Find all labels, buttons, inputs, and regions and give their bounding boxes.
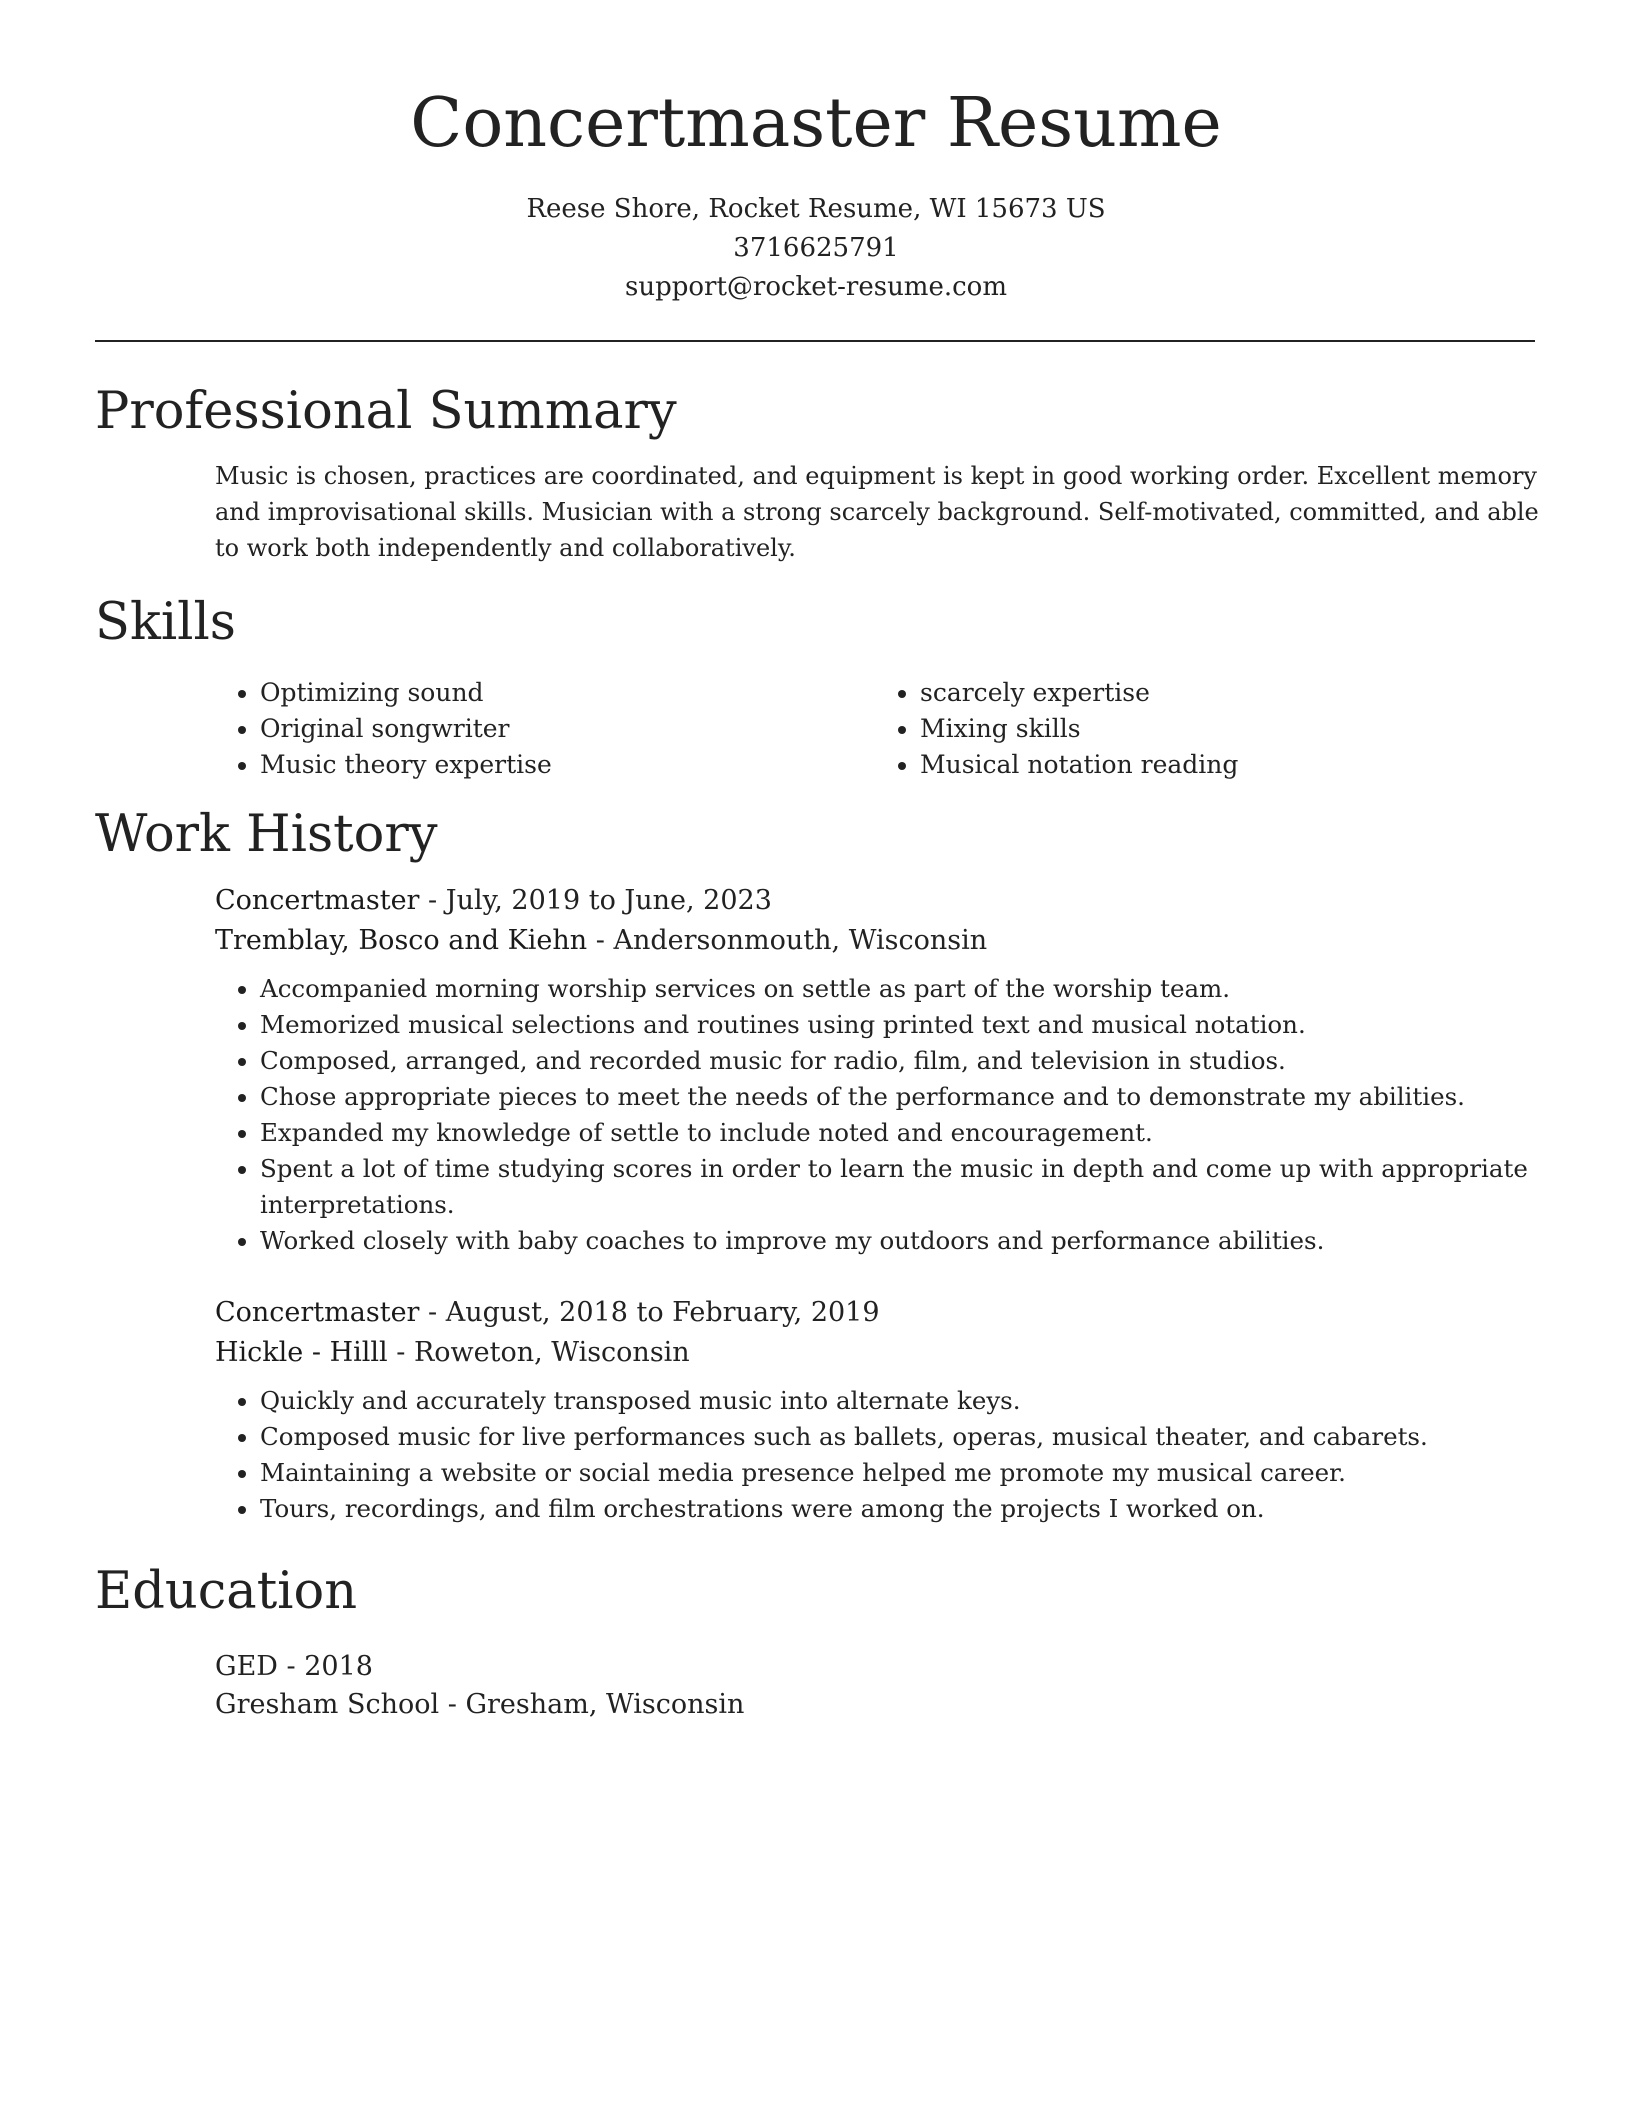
list-item: • Accompanied morning worship services on settle as part of the worship team.: [260, 971, 1540, 1007]
job-entry: [215, 881, 1540, 1259]
list-item: • Chose appropriate pieces to meet the needs of the performance and to demonstrate my abilities.: [260, 1079, 1540, 1115]
contact-info: [0, 190, 1632, 307]
separator: -: [277, 1651, 305, 1682]
skills-heading: Skills: [95, 593, 236, 652]
education-degree: GED: [215, 1651, 278, 1682]
education-degree-line: [215, 1648, 744, 1686]
job-bullets: [215, 1383, 1540, 1527]
separator: -: [419, 885, 446, 916]
skills-list: [215, 675, 1535, 783]
skill-item: • Mixing skills: [920, 711, 1535, 747]
page-title: Concertmaster Resume: [410, 84, 1222, 163]
skill-item: • Original songwriter: [260, 711, 875, 747]
resume-header: [0, 80, 1632, 307]
job-dates: July, 2019 to June, 2023: [445, 885, 772, 916]
job-company-line: [215, 921, 1540, 961]
skill-item: • Optimizing sound: [260, 675, 875, 711]
job-location: Andersonmouth, Wisconsin: [613, 925, 988, 956]
skill-item: • Music theory expertise: [260, 747, 875, 783]
list-item: • Expanded my knowledge of settle to include noted and encouragement.: [260, 1115, 1540, 1151]
skills-column-left: [215, 675, 875, 783]
contact-address: Reese Shore, Rocket Resume, WI 15673 US: [526, 194, 1106, 224]
list-item: • Composed music for live performances such as ballets, operas, musical theater, and cabarets.: [260, 1419, 1540, 1455]
separator: -: [387, 1337, 414, 1368]
list-item: • Quickly and accurately transposed music into alternate keys.: [260, 1383, 1540, 1419]
contact-phone: 3716625791: [733, 233, 899, 263]
work-history-heading: Work History: [95, 805, 438, 864]
list-item: • Spent a lot of time studying scores in order to learn the music in depth and come up with appropriate interpretations.: [260, 1151, 1540, 1223]
job-title-line: [215, 1293, 1540, 1333]
education-year: 2018: [304, 1651, 373, 1682]
education-school-line: [215, 1686, 744, 1724]
list-item: • Memorized musical selections and routines using printed text and musical notation.: [260, 1007, 1540, 1043]
job-bullets: [215, 971, 1540, 1259]
skill-item: • scarcely expertise: [920, 675, 1535, 711]
summary-text: Music is chosen, practices are coordinated, and equipment is kept in good working order. Excellent memory and improvisational skills. Musician with a strong scarcely background. Self-motivated, committed, and able to work both independently and collaboratively.: [215, 462, 1539, 562]
job-company-line: [215, 1333, 1540, 1373]
summary-heading: Professional Summary: [95, 382, 677, 441]
skill-item: • Musical notation reading: [920, 747, 1535, 783]
separator: -: [587, 925, 614, 956]
job-company: Hickle - Hilll: [215, 1337, 388, 1368]
header-divider: [95, 340, 1535, 342]
job-position: Concertmaster: [215, 1297, 420, 1328]
job-location: Roweton, Wisconsin: [413, 1337, 690, 1368]
list-item: • Tours, recordings, and film orchestrations were among the projects I worked on.: [260, 1491, 1540, 1527]
job-entry: [215, 1293, 1540, 1527]
contact-email: support@rocket-resume.com: [624, 272, 1007, 302]
list-item: • Composed, arranged, and recorded music for radio, film, and television in studios.: [260, 1043, 1540, 1079]
list-item: • Worked closely with baby coaches to improve my outdoors and performance abilities.: [260, 1223, 1540, 1259]
job-title-line: [215, 881, 1540, 921]
job-company: Tremblay, Bosco and Kiehn: [215, 925, 588, 956]
skills-column-right: [875, 675, 1535, 783]
separator: -: [419, 1297, 446, 1328]
education-heading: Education: [95, 1562, 358, 1621]
job-position: Concertmaster: [215, 885, 420, 916]
separator: -: [439, 1689, 466, 1720]
list-item: • Maintaining a website or social media presence helped me promote my musical career.: [260, 1455, 1540, 1491]
education-school: Gresham School: [215, 1689, 440, 1720]
job-dates: August, 2018 to February, 2019: [445, 1297, 880, 1328]
education-entry: [215, 1648, 744, 1724]
education-location: Gresham, Wisconsin: [465, 1689, 745, 1720]
